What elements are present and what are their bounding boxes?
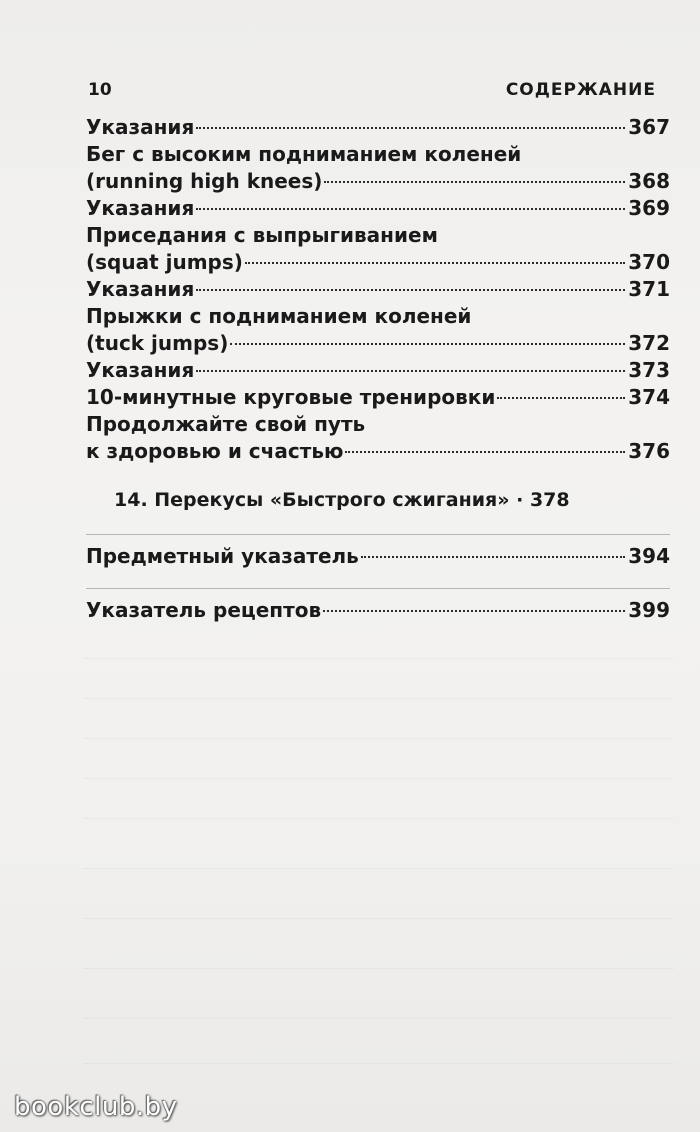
toc-entry-row: [86, 384, 670, 411]
toc-entry: [86, 303, 670, 357]
section-label: Указатель рецептов: [86, 598, 322, 622]
dot-leader: [497, 397, 625, 399]
toc-entry-row: [86, 195, 670, 222]
dot-leader: [345, 451, 625, 453]
toc-entry-label: (running high knees): [86, 169, 323, 193]
toc-entry-page: 369: [628, 196, 670, 220]
toc-entry-page: 376: [628, 439, 670, 463]
divider: [86, 588, 670, 589]
section-page: 394: [628, 544, 670, 568]
divider: [86, 534, 670, 535]
show-through-line: [84, 1045, 674, 1064]
toc-entry-row: [86, 357, 670, 384]
toc-entry-label: Указания: [86, 277, 195, 301]
toc-entry-line: Прыжки с подниманием коленей: [86, 304, 472, 328]
toc-entry: [86, 357, 670, 384]
toc-entry-page: 370: [628, 250, 670, 274]
section-label: Предметный указатель: [86, 544, 359, 568]
show-through-line: [84, 900, 674, 919]
toc-entry: [86, 411, 670, 465]
toc-entry-line: Приседания с выпрыгиванием: [86, 223, 438, 247]
toc-entry-row: [86, 114, 670, 141]
toc-entry-row: [86, 330, 670, 357]
toc-entry-label: (squat jumps): [86, 250, 243, 274]
dot-leader: [245, 262, 625, 264]
toc-entry-label: Указания: [86, 358, 195, 382]
show-through-line: [84, 640, 674, 659]
toc-entry-label: Указания: [86, 115, 195, 139]
show-through-line: [84, 850, 674, 869]
running-title: СОДЕРЖАНИЕ: [505, 80, 656, 100]
toc-entry: [86, 276, 670, 303]
toc-entry-label: Указания: [86, 196, 195, 220]
toc-entry-row: [86, 276, 670, 303]
toc-entry-row: [86, 249, 670, 276]
toc-entry-page: 372: [628, 331, 670, 355]
chapter-heading: 14. Перекусы «Быстрого сжигания» · 378: [114, 489, 570, 511]
toc-entry: [86, 114, 670, 141]
toc-entry-line: Продолжайте свой путь: [86, 412, 366, 436]
toc-entry-page: 371: [628, 277, 670, 301]
watermark-text: bookclub.by: [14, 1092, 178, 1122]
toc-entry-label: 10-минутные круговые тренировки: [86, 385, 496, 409]
show-through-line: [84, 1000, 674, 1019]
toc-entry: [86, 222, 670, 276]
toc-list: [86, 114, 670, 465]
page-number: 10: [88, 80, 112, 100]
toc-entry-row: [86, 438, 670, 465]
toc-entry-label: (tuck jumps): [86, 331, 229, 355]
section-page: 399: [628, 598, 670, 622]
dot-leader: [361, 556, 625, 558]
show-through-line: [84, 720, 674, 739]
show-through-line: [84, 680, 674, 699]
dot-leader: [196, 127, 625, 129]
toc-entry: [86, 384, 670, 411]
dot-leader: [196, 208, 625, 210]
toc-entry-page: 373: [628, 358, 670, 382]
show-through-line: [84, 800, 674, 819]
toc-entry-page: 368: [628, 169, 670, 193]
dot-leader: [324, 181, 625, 183]
toc-entry-page: 374: [628, 385, 670, 409]
dot-leader: [196, 370, 625, 372]
show-through-line: [84, 950, 674, 969]
toc-entry-page: 367: [628, 115, 670, 139]
show-through-line: [84, 760, 674, 779]
toc-section-subject-index: [86, 544, 670, 568]
toc-section-recipe-index: [86, 598, 670, 622]
dot-leader: [323, 610, 625, 612]
toc-entry-line: Бег с высоким подниманием коленей: [86, 142, 522, 166]
dot-leader: [196, 289, 625, 291]
toc-entry: [86, 141, 670, 195]
toc-entry-row: [86, 168, 670, 195]
toc-entry-label: к здоровью и счастью: [86, 439, 344, 463]
dot-leader: [230, 343, 625, 345]
running-header: [88, 78, 674, 104]
toc-entry: [86, 195, 670, 222]
